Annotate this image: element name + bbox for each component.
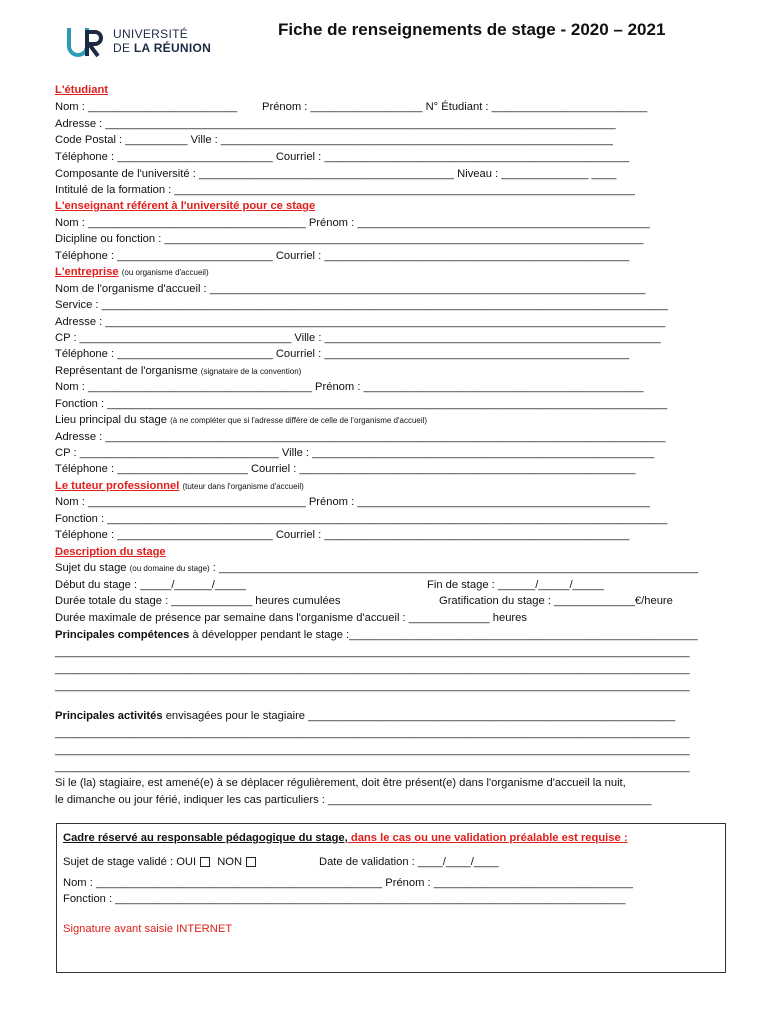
sujet-note: (ou domaine du stage) xyxy=(129,564,210,573)
representant-label xyxy=(55,364,301,379)
cadre-fonction-field[interactable]: Fonction : __________________________________________________________________________________ xyxy=(63,893,626,905)
activites-line-4[interactable]: ______________________________________________________________________________________________________ xyxy=(55,761,690,773)
etudiant-composante-field[interactable]: Composante de l'université : _________________________________________ Niveau : ______________ ____ xyxy=(55,168,617,180)
competences-field[interactable] xyxy=(55,628,698,642)
tuteur-fonction-field[interactable]: Fonction : __________________________________________________________________________________________ xyxy=(55,513,668,525)
logo-line-1: UNIVERSITÉ xyxy=(113,27,189,41)
cadre-nom-field[interactable]: Nom : ______________________________________________ Prénom : ________________________________ xyxy=(63,877,633,889)
cadre-non-label: NON xyxy=(217,856,243,868)
etudiant-prenom-field[interactable]: Prénom : __________________ N° Étudiant : _________________________ xyxy=(262,101,648,113)
representant-title: Représentant de l'organisme xyxy=(55,365,198,377)
lieu-cp-field[interactable]: CP : ________________________________ Ville : _______________________________________________________ xyxy=(55,447,655,459)
cadre-signature-label: Signature avant saisie INTERNET xyxy=(63,923,233,935)
lieu-title: Lieu principal du stage xyxy=(55,414,167,426)
enseignant-tel-field[interactable]: Téléphone : _________________________ Courriel : _________________________________________________ xyxy=(55,250,630,262)
oui-checkbox[interactable] xyxy=(200,857,210,867)
competences-line-4[interactable]: ______________________________________________________________________________________________________ xyxy=(55,680,690,692)
enseignant-nom-field[interactable]: Nom : ___________________________________ Prénom : _______________________________________________ xyxy=(55,217,650,229)
gratification-field[interactable]: Gratification du stage : _____________€/heure xyxy=(439,595,673,607)
cadre-date-field[interactable]: Date de validation : ____/____/____ xyxy=(319,856,499,868)
tuteur-nom-field[interactable]: Nom : ___________________________________ Prénom : _______________________________________________ xyxy=(55,496,650,508)
competences-line-3[interactable]: ______________________________________________________________________________________________________ xyxy=(55,663,690,675)
deplacement-line-1: Si le (la) stagiaire, est amené(e) à se déplacer régulièrement, doit être présent(e) dans l'organisme d'accueil la nuit, xyxy=(55,777,626,789)
etudiant-nom-field[interactable]: Nom : ________________________ xyxy=(55,101,238,113)
deplacement-field[interactable]: le dimanche ou jour férié, indiquer les cas particuliers : ____________________________________________________ xyxy=(55,794,652,806)
lieu-adresse-field[interactable]: Adresse : __________________________________________________________________________________________ xyxy=(55,431,666,443)
lieu-label xyxy=(55,413,427,428)
section-tuteur xyxy=(55,479,304,494)
logo-line-2 xyxy=(113,41,211,55)
section-etudiant: L'étudiant xyxy=(55,84,108,96)
entreprise-adresse-field[interactable]: Adresse : __________________________________________________________________________________________ xyxy=(55,316,666,328)
section-tuteur-note: (tuteur dans l'organisme d'accueil) xyxy=(182,482,304,491)
entreprise-service-field[interactable]: Service : ___________________________________________________________________________________________ xyxy=(55,299,668,311)
ur-logo-icon xyxy=(66,26,106,58)
lieu-tel-field[interactable]: Téléphone : _____________________ Courriel : ______________________________________________________ xyxy=(55,463,636,475)
cadre-title-red: dans le cas ou une validation préalable est requise : xyxy=(347,832,628,844)
logo-line-2b: LA RÉUNION xyxy=(133,41,212,55)
competences-blank: à développer pendant le stage :________________________________________________________ xyxy=(189,629,698,641)
fin-field[interactable]: Fin de stage : ______/_____/_____ xyxy=(427,579,604,591)
page-title: Fiche de renseignements de stage - 2020 – 2021 xyxy=(278,20,666,39)
debut-field[interactable]: Début du stage : _____/______/_____ xyxy=(55,579,246,591)
cadre-validation-row xyxy=(63,855,260,869)
section-tuteur-title: Le tuteur professionnel xyxy=(55,480,180,492)
competences-line-2[interactable]: ______________________________________________________________________________________________________ xyxy=(55,646,690,658)
representant-fonction-field[interactable]: Fonction : __________________________________________________________________________________________ xyxy=(55,398,668,410)
logo-line-2a: DE xyxy=(113,41,134,55)
lieu-note: (à ne compléter que si l'adresse diffère de celle de l'organisme d'accueil) xyxy=(170,416,428,425)
section-description: Description du stage xyxy=(55,546,166,558)
enseignant-discipline-field[interactable]: Dicipline ou fonction : _____________________________________________________________________________ xyxy=(55,233,644,245)
etudiant-tel-field[interactable]: Téléphone : _________________________ Courriel : _________________________________________________ xyxy=(55,151,630,163)
representant-note: (signataire de la convention) xyxy=(200,367,302,376)
representant-nom-field[interactable]: Nom : ____________________________________ Prénom : _____________________________________________ xyxy=(55,381,644,393)
cadre-sujet-label: Sujet de stage validé : OUI xyxy=(63,856,197,868)
entreprise-tel-field[interactable]: Téléphone : _________________________ Courriel : _________________________________________________ xyxy=(55,348,630,360)
cadre-title-black: Cadre réservé au responsable pédagogique du stage, xyxy=(63,832,348,844)
activites-field[interactable] xyxy=(55,709,675,723)
activites-label: Principales activités xyxy=(55,710,163,722)
etudiant-intitule-field[interactable]: Intitulé de la formation : __________________________________________________________________________ xyxy=(55,184,635,196)
cadre-title xyxy=(63,831,628,845)
university-logo xyxy=(66,26,236,62)
sujet-label: Sujet du stage xyxy=(55,562,127,574)
duree-field[interactable]: Durée totale du stage : _____________ heures cumulées xyxy=(55,595,341,607)
etudiant-adresse-field[interactable]: Adresse : __________________________________________________________________________________ xyxy=(55,118,616,130)
entreprise-nom-field[interactable]: Nom de l'organisme d'accueil : ______________________________________________________________________ xyxy=(55,283,646,295)
activites-blank: envisagées pour le stagiaire ___________________________________________________________ xyxy=(162,710,676,722)
sujet-field[interactable] xyxy=(55,561,698,576)
section-entreprise-title: L'entreprise xyxy=(55,266,119,278)
tuteur-tel-field[interactable]: Téléphone : _________________________ Courriel : _________________________________________________ xyxy=(55,529,630,541)
activites-line-3[interactable]: ______________________________________________________________________________________________________ xyxy=(55,744,690,756)
etudiant-cp-field[interactable]: Code Postal : __________ Ville : _______________________________________________________________ xyxy=(55,134,613,146)
section-enseignant: L'enseignant référent à l'université pour ce stage xyxy=(55,200,316,212)
cadre-reserve-box xyxy=(56,823,726,973)
activites-line-2[interactable]: ______________________________________________________________________________________________________ xyxy=(55,727,690,739)
competences-label: Principales compétences xyxy=(55,629,190,641)
section-entreprise xyxy=(55,265,209,280)
sujet-blank: : _____________________________________________________________________________ xyxy=(209,562,699,574)
logo-text xyxy=(113,27,211,55)
non-checkbox[interactable] xyxy=(246,857,256,867)
section-entreprise-note: (ou organisme d'accueil) xyxy=(121,268,209,277)
entreprise-cp-field[interactable]: CP : __________________________________ Ville : ______________________________________________________ xyxy=(55,332,661,344)
duree-max-field[interactable]: Durée maximale de présence par semaine dans l'organisme d'accueil : _____________ heures xyxy=(55,612,527,624)
